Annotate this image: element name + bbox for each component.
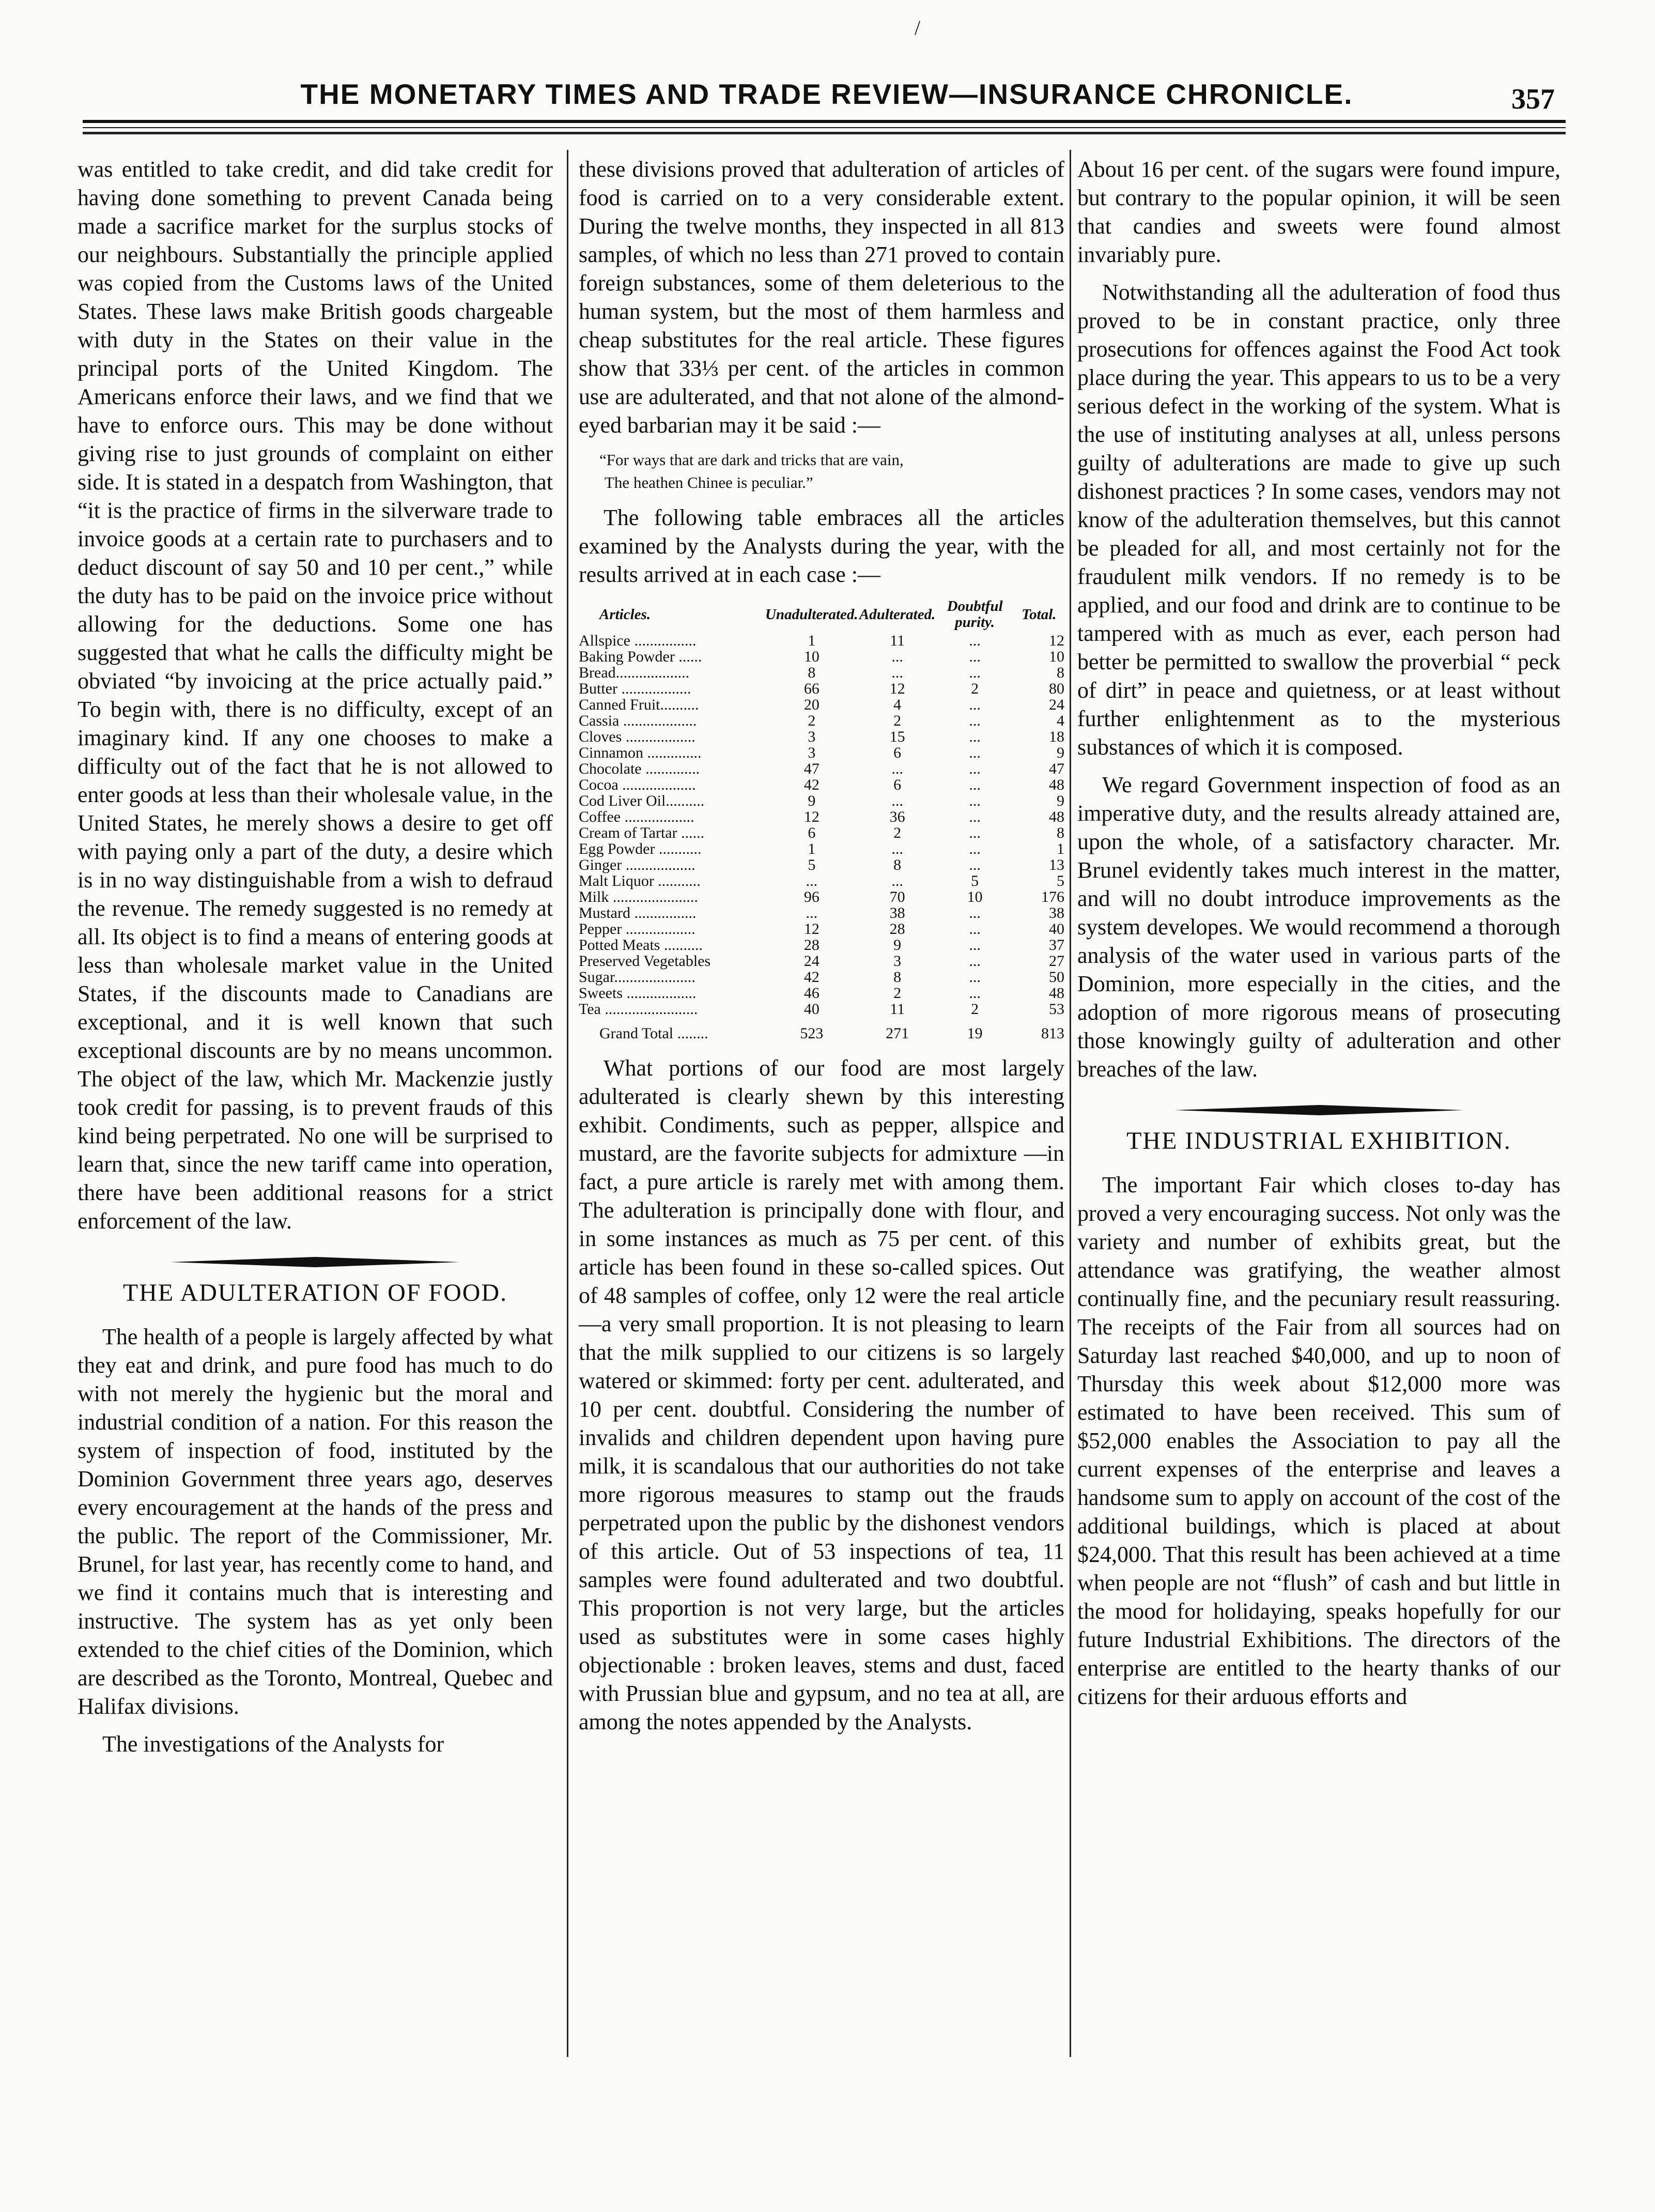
- column-header: Total.: [1022, 606, 1057, 623]
- count-cell: 53: [1049, 1001, 1064, 1018]
- page-header-title: THE MONETARY TIMES AND TRADE REVIEW—INSURANCE CHRONICLE.: [300, 78, 1353, 110]
- count-cell: ...: [969, 744, 981, 761]
- count-cell: 12: [1049, 632, 1064, 649]
- grand-total-cell: 523: [800, 1025, 824, 1042]
- article-name-cell: Cloves ..................: [579, 728, 695, 745]
- article-name-cell: Baking Powder ......: [579, 648, 702, 665]
- article-name-cell: Canned Fruit..........: [579, 696, 699, 713]
- count-cell: 6: [893, 744, 902, 761]
- table-row: [579, 921, 1064, 937]
- count-cell: 3: [893, 953, 902, 970]
- count-cell: ...: [969, 696, 981, 713]
- count-cell: 6: [808, 824, 816, 841]
- count-cell: 3: [808, 728, 816, 745]
- count-cell: ...: [969, 712, 981, 729]
- article-name-cell: Malt Liquor ...........: [579, 872, 701, 889]
- count-cell: ...: [969, 776, 981, 793]
- count-cell: 12: [889, 680, 905, 697]
- count-cell: 9: [1057, 744, 1064, 761]
- count-cell: 4: [893, 696, 902, 713]
- count-cell: 66: [803, 680, 819, 697]
- count-cell: 36: [889, 808, 905, 825]
- count-cell: 46: [803, 985, 819, 1002]
- count-cell: 96: [803, 888, 819, 905]
- table-body: [579, 633, 1064, 1041]
- page-number: 357: [1511, 83, 1555, 115]
- count-cell: 10: [1049, 648, 1064, 665]
- count-cell: 12: [803, 920, 819, 938]
- verse-quote: [599, 449, 1064, 494]
- count-cell: 18: [1049, 728, 1064, 745]
- table-header-row: [579, 598, 1064, 633]
- table-row: [579, 969, 1064, 985]
- count-cell: 5: [971, 872, 979, 889]
- count-cell: 47: [1049, 760, 1064, 777]
- count-cell: 2: [971, 1001, 979, 1018]
- count-cell: 8: [1057, 824, 1064, 841]
- table-row: [579, 681, 1064, 697]
- paragraph: What portions of our food are most largely adulterated is clearly shewn by this interesting exhibit. Condiments, such as pepper, allspice and mustard, are the favorite subjects for admixture —in fact, a pure article is rarely met with among them. The adulteration is principally done with flour, and in some instances as much as 75 per cent. of this article has been found in these so-called spices. Out of 48 samples of coffee, only 12 were the real article—a very small proportion. It is not pleasing to learn that the milk supplied to our citizens is so largely watered or skimmed: forty per cent. adulterated, and 10 per cent. doubtful. Considering the number of invalids and children dependent upon having pure milk, it is scandalous that our authorities do not take more rigorous measures to stamp out the frauds perpetrated upon the public by the dishonest vendors of this article. Out of 53 inspections of tea, 11 samples were found adulterated and two doubtful. This proportion is not very large, but the articles used as substitutes were in some cases highly objectionable : broken leaves, stems and dust, faced with Prussian blue and gypsum, and no tea at all, are among the notes appended by the Analysts.: [579, 1055, 1064, 1734]
- table-row: [579, 729, 1064, 745]
- count-cell: 42: [803, 776, 819, 793]
- count-cell: 38: [889, 904, 905, 921]
- count-cell: 27: [1049, 953, 1064, 970]
- column-header: Articles.: [599, 606, 651, 623]
- table-row: [579, 857, 1064, 873]
- count-cell: ...: [806, 872, 818, 889]
- count-cell: 47: [803, 760, 819, 777]
- count-cell: 12: [803, 808, 819, 825]
- count-cell: ...: [891, 840, 903, 857]
- count-cell: ...: [969, 840, 981, 857]
- article-name-cell: Cod Liver Oil..........: [579, 792, 705, 809]
- section-divider-ornament: [171, 1256, 460, 1268]
- table-row: [579, 713, 1064, 729]
- count-cell: 9: [893, 936, 902, 954]
- article-name-cell: Cinnamon ..............: [579, 744, 702, 761]
- column-3: [1077, 155, 1560, 1720]
- article-name-cell: Butter ..................: [579, 680, 691, 697]
- count-cell: 10: [967, 888, 983, 905]
- column-divider-right: [1070, 150, 1071, 2057]
- grand-total-cell: 271: [886, 1025, 909, 1042]
- count-cell: ...: [969, 760, 981, 777]
- table-row: [579, 873, 1064, 889]
- section-title-exhibition: THE INDUSTRIAL EXHIBITION.: [1126, 1127, 1511, 1155]
- count-cell: 13: [1049, 856, 1064, 873]
- count-cell: ...: [969, 953, 981, 970]
- header-rule-bottom: [83, 132, 1566, 134]
- column-2: [579, 155, 1064, 1745]
- count-cell: 40: [803, 1001, 819, 1018]
- article-name-cell: Egg Powder ...........: [579, 840, 702, 857]
- count-cell: 48: [1049, 776, 1064, 793]
- count-cell: ...: [969, 824, 981, 841]
- paragraph: these divisions proved that adulteration of articles of food is carried on to a very considerable extent. During the twelve months, they inspected in all 813 samples, of which no less than 271 proved to contain foreign substances, some of them deleterious to the human system, but the most of them harmless and cheap substitutes for the real article. These figures show that 33⅓ per cent. of the articles in common use are adulterated, and that not alone of the almond-eyed barbarian may it be said :—: [579, 157, 1064, 438]
- section-divider-ornament: [1174, 1104, 1464, 1116]
- count-cell: ...: [969, 728, 981, 745]
- table-row: [579, 665, 1064, 681]
- paragraph: The health of a people is largely affected by what they eat and drink, and pure food has much to do with not merely the hygienic but the moral and industrial condition of a nation. For this reason the system of inspection of food, instituted by the Dominion Government three years ago, deserves every encouragement at the hands of the press and the public. The report of the Commissioner, Mr. Brunel, for last year, has recently come to hand, and we find it contains much that is interesting and instructive. The system has as yet only been extended to the chief cities of the Dominion, which are described as the Toronto, Montreal, Quebec and Halifax divisions.: [78, 1324, 553, 1719]
- paragraph: The following table embraces all the articles examined by the Analysts during the year, with the results arrived at in each case :—: [579, 505, 1064, 587]
- count-cell: 8: [1057, 664, 1064, 681]
- count-cell: 9: [808, 792, 816, 809]
- table-row: [579, 777, 1064, 793]
- count-cell: 5: [808, 856, 816, 873]
- count-cell: ...: [969, 664, 981, 681]
- article-name-cell: Milk ......................: [579, 888, 698, 905]
- count-cell: 2: [971, 680, 979, 697]
- article-name-cell: Cocoa ...................: [579, 776, 696, 793]
- table-row: [579, 825, 1064, 841]
- table-row: [579, 633, 1064, 649]
- column-header: Doubtful purity.: [947, 598, 1003, 631]
- count-cell: 24: [803, 953, 819, 970]
- grand-total-row: [579, 1017, 1064, 1041]
- count-cell: 2: [893, 985, 902, 1002]
- table-row: [579, 905, 1064, 921]
- column-header: Adulterated.: [859, 606, 936, 623]
- quote-line: “For ways that are dark and tricks that are vain,: [599, 451, 904, 469]
- count-cell: 40: [1049, 920, 1064, 938]
- article-name-cell: Coffee ..................: [579, 808, 694, 825]
- table-row: [579, 761, 1064, 777]
- count-cell: 8: [893, 969, 902, 986]
- count-cell: 2: [893, 712, 902, 729]
- count-cell: ...: [891, 648, 903, 665]
- count-cell: 4: [1057, 712, 1064, 729]
- corner-mark: /: [915, 16, 921, 39]
- count-cell: 3: [808, 744, 816, 761]
- article-name-cell: Ginger ..................: [579, 856, 695, 873]
- adulteration-table: [579, 598, 1064, 1041]
- paragraph: Notwithstanding all the adulteration of food thus proved to be in constant practice, only three prosecutions for offences against the Food Act took place during the year. This appears to us to be a very serious defect in the working of the system. What is the use of instituting analyses at all, unless persons guilty of adulterations are made to give up such dishonest practices ? In some cases, vendors may not know of the adulteration themselves, but this cannot be pleaded for all, and most certainly not for the fraudulent milk vendors. If no remedy is to be applied, and our food and drink are to continue to be tampered with as much as ever, each person had better be permitted to swallow the proverbial “ peck of dirt” in peace and quietness, or at least without further enlightenment as to the mysterious substances of which it is composed.: [1077, 280, 1560, 760]
- article-name-cell: Tea ........................: [579, 1001, 698, 1018]
- table-row: [579, 809, 1064, 825]
- count-cell: ...: [969, 632, 981, 649]
- header-rule-thin: [83, 127, 1566, 128]
- header-rule-thick: [83, 120, 1566, 123]
- paragraph: About 16 per cent. of the sugars were found impure, but contrary to the popular opinion, it will be seen that candies and sweets were found almost invariably pure.: [1077, 157, 1560, 267]
- article-name-cell: Pepper ..................: [579, 920, 695, 938]
- article-name-cell: Sweets ..................: [579, 985, 697, 1002]
- count-cell: ...: [891, 664, 903, 681]
- count-cell: 42: [803, 969, 819, 986]
- count-cell: ...: [969, 969, 981, 986]
- article-name-cell: Sugar.....................: [579, 969, 695, 986]
- paragraph: was entitled to take credit, and did take credit for having done something to prevent Canada being made a sacrifice market for the surplus stocks of our neighbours. Substantially the principle applied was copied from the Customs laws of the United States. These laws make British goods chargeable with duty in the States on their value in the principal ports of the United Kingdom. The Americans enforce their laws, and we find that we have to enforce ours. This may be done without giving rise to just grounds of complaint on either side. It is stated in a despatch from Washington, that “it is the practice of firms in the silverware trade to invoice goods at a certain rate to purchasers and to deduct discount of say 50 and 10 per cent.,” while the duty has to be paid on the invoice price without allowing for the deductions. Some one has suggested that what he calls the difficulty might be obviated “by invoicing at the price actually paid.” To begin with, there is no difficulty, except of an imaginary kind. If any one chooses to make a difficulty out of the fact that he is not allowed to enter goods at less than their wholesale value, in the United States, he merely shows a desire to get off with paying only a part of the duty, a desire which is in no way distinguishable from a wish to defraud the revenue. The remedy suggested is no remedy at all. Its object is to find a means of entering goods at less than wholesale market value in the United States, if the discounts made to Canadians are exceptional, and it is well known that such exceptional discounts are by no means uncommon. The object of the law, which Mr. Mackenzie justly took credit for passing, is to prevent frauds of this kind being perpetrated. No one will be surprised to learn that, since the new tariff came into operation, there have been additional reasons for a strict enforcement of the law.: [78, 157, 553, 1234]
- count-cell: 2: [808, 712, 816, 729]
- count-cell: 11: [890, 1001, 905, 1018]
- quote-line: The heathen Chinee is peculiar.”: [605, 473, 813, 491]
- count-cell: 8: [808, 664, 816, 681]
- count-cell: 176: [1041, 888, 1064, 905]
- count-cell: 1: [808, 632, 816, 649]
- count-cell: 48: [1049, 985, 1064, 1002]
- count-cell: ...: [969, 920, 981, 938]
- table-row: [579, 937, 1064, 953]
- grand-total-cell: 813: [1041, 1025, 1064, 1042]
- count-cell: ...: [969, 985, 981, 1002]
- count-cell: 10: [803, 648, 819, 665]
- count-cell: 37: [1049, 936, 1064, 954]
- paragraph: The investigations of the Analysts for: [102, 1731, 444, 1757]
- count-cell: ...: [891, 792, 903, 809]
- count-cell: 8: [893, 856, 902, 873]
- table-row: [579, 745, 1064, 761]
- count-cell: 28: [803, 936, 819, 954]
- article-name-cell: Chocolate ..............: [579, 760, 700, 777]
- article-name-cell: Allspice ................: [579, 632, 697, 649]
- count-cell: ...: [806, 904, 818, 921]
- count-cell: ...: [891, 872, 903, 889]
- table-row: [579, 953, 1064, 969]
- paragraph: The important Fair which closes to-day has proved a very encouraging success. Not only was the variety and number of exhibits great, but the attendance was gratifying, the weather almost continually fine, and the pecuniary result reassuring. The receipts of the Fair from all sources had on Saturday last reached $40,000, and up to noon of Thursday this week about $12,000 more was estimated to have been received. This sum of $52,000 enables the Association to pay all the current expenses of the enterprise and leaves a handsome sum to apply on account of the cost of the additional buildings, which is placed at about $24,000. That this result has been achieved at a time when people are not “flush” of cash and but little in the mood for holidaying, speaks hopefully for our future Industrial Exhibitions. The directors of the enterprise are entitled to the hearty thanks of our citizens for their arduous efforts and: [1077, 1172, 1560, 1709]
- article-name-cell: Cream of Tartar ......: [579, 824, 705, 841]
- count-cell: 5: [1057, 872, 1064, 889]
- count-cell: 2: [893, 824, 902, 841]
- column-header: Unadulterated.: [765, 606, 858, 623]
- count-cell: ...: [969, 936, 981, 954]
- column-divider-left: [567, 150, 568, 2057]
- count-cell: ...: [969, 648, 981, 665]
- count-cell: 11: [890, 632, 905, 649]
- count-cell: 9: [1057, 792, 1064, 809]
- grand-total-cell: 19: [967, 1025, 983, 1042]
- article-name-cell: Preserved Vegetables: [579, 953, 711, 970]
- article-name-cell: Bread...................: [579, 664, 690, 681]
- article-name-cell: Potted Meats ..........: [579, 936, 703, 954]
- count-cell: 15: [889, 728, 905, 745]
- table-row: [579, 841, 1064, 857]
- table-row: [579, 889, 1064, 905]
- table-row: [579, 793, 1064, 809]
- count-cell: 70: [889, 888, 905, 905]
- count-cell: ...: [969, 808, 981, 825]
- count-cell: ...: [969, 856, 981, 873]
- count-cell: ...: [891, 760, 903, 777]
- column-1: [78, 155, 553, 1768]
- table-row: [579, 985, 1064, 1001]
- count-cell: 80: [1049, 680, 1064, 697]
- count-cell: 38: [1049, 904, 1064, 921]
- count-cell: 20: [803, 696, 819, 713]
- table-row: [579, 1001, 1064, 1017]
- count-cell: ...: [969, 904, 981, 921]
- paragraph: We regard Government inspection of food as an imperative duty, and the results already attained are, upon the whole, of a satisfactory character. Mr. Brunel evidently takes much interest in the matter, and will no doubt introduce improvements as the system developes. We would recommend a thorough analysis of the water used in various parts of the Dominion, more especially in the cities, and the adoption of more rigorous means of prosecuting those knowingly guilty of adulteration and other breaches of the law.: [1077, 772, 1560, 1082]
- article-name-cell: Mustard ................: [579, 904, 697, 921]
- table-row: [579, 649, 1064, 665]
- grand-total-label: Grand Total ........: [599, 1025, 708, 1042]
- count-cell: 6: [893, 776, 902, 793]
- count-cell: 1: [1057, 840, 1064, 857]
- section-title-adulteration: THE ADULTERATION OF FOOD.: [122, 1279, 508, 1307]
- table-row: [579, 697, 1064, 713]
- count-cell: 50: [1049, 969, 1064, 986]
- count-cell: ...: [969, 792, 981, 809]
- article-name-cell: Cassia ...................: [579, 712, 697, 729]
- count-cell: 24: [1049, 696, 1064, 713]
- count-cell: 28: [889, 920, 905, 938]
- count-cell: 1: [808, 840, 816, 857]
- count-cell: 48: [1049, 808, 1064, 825]
